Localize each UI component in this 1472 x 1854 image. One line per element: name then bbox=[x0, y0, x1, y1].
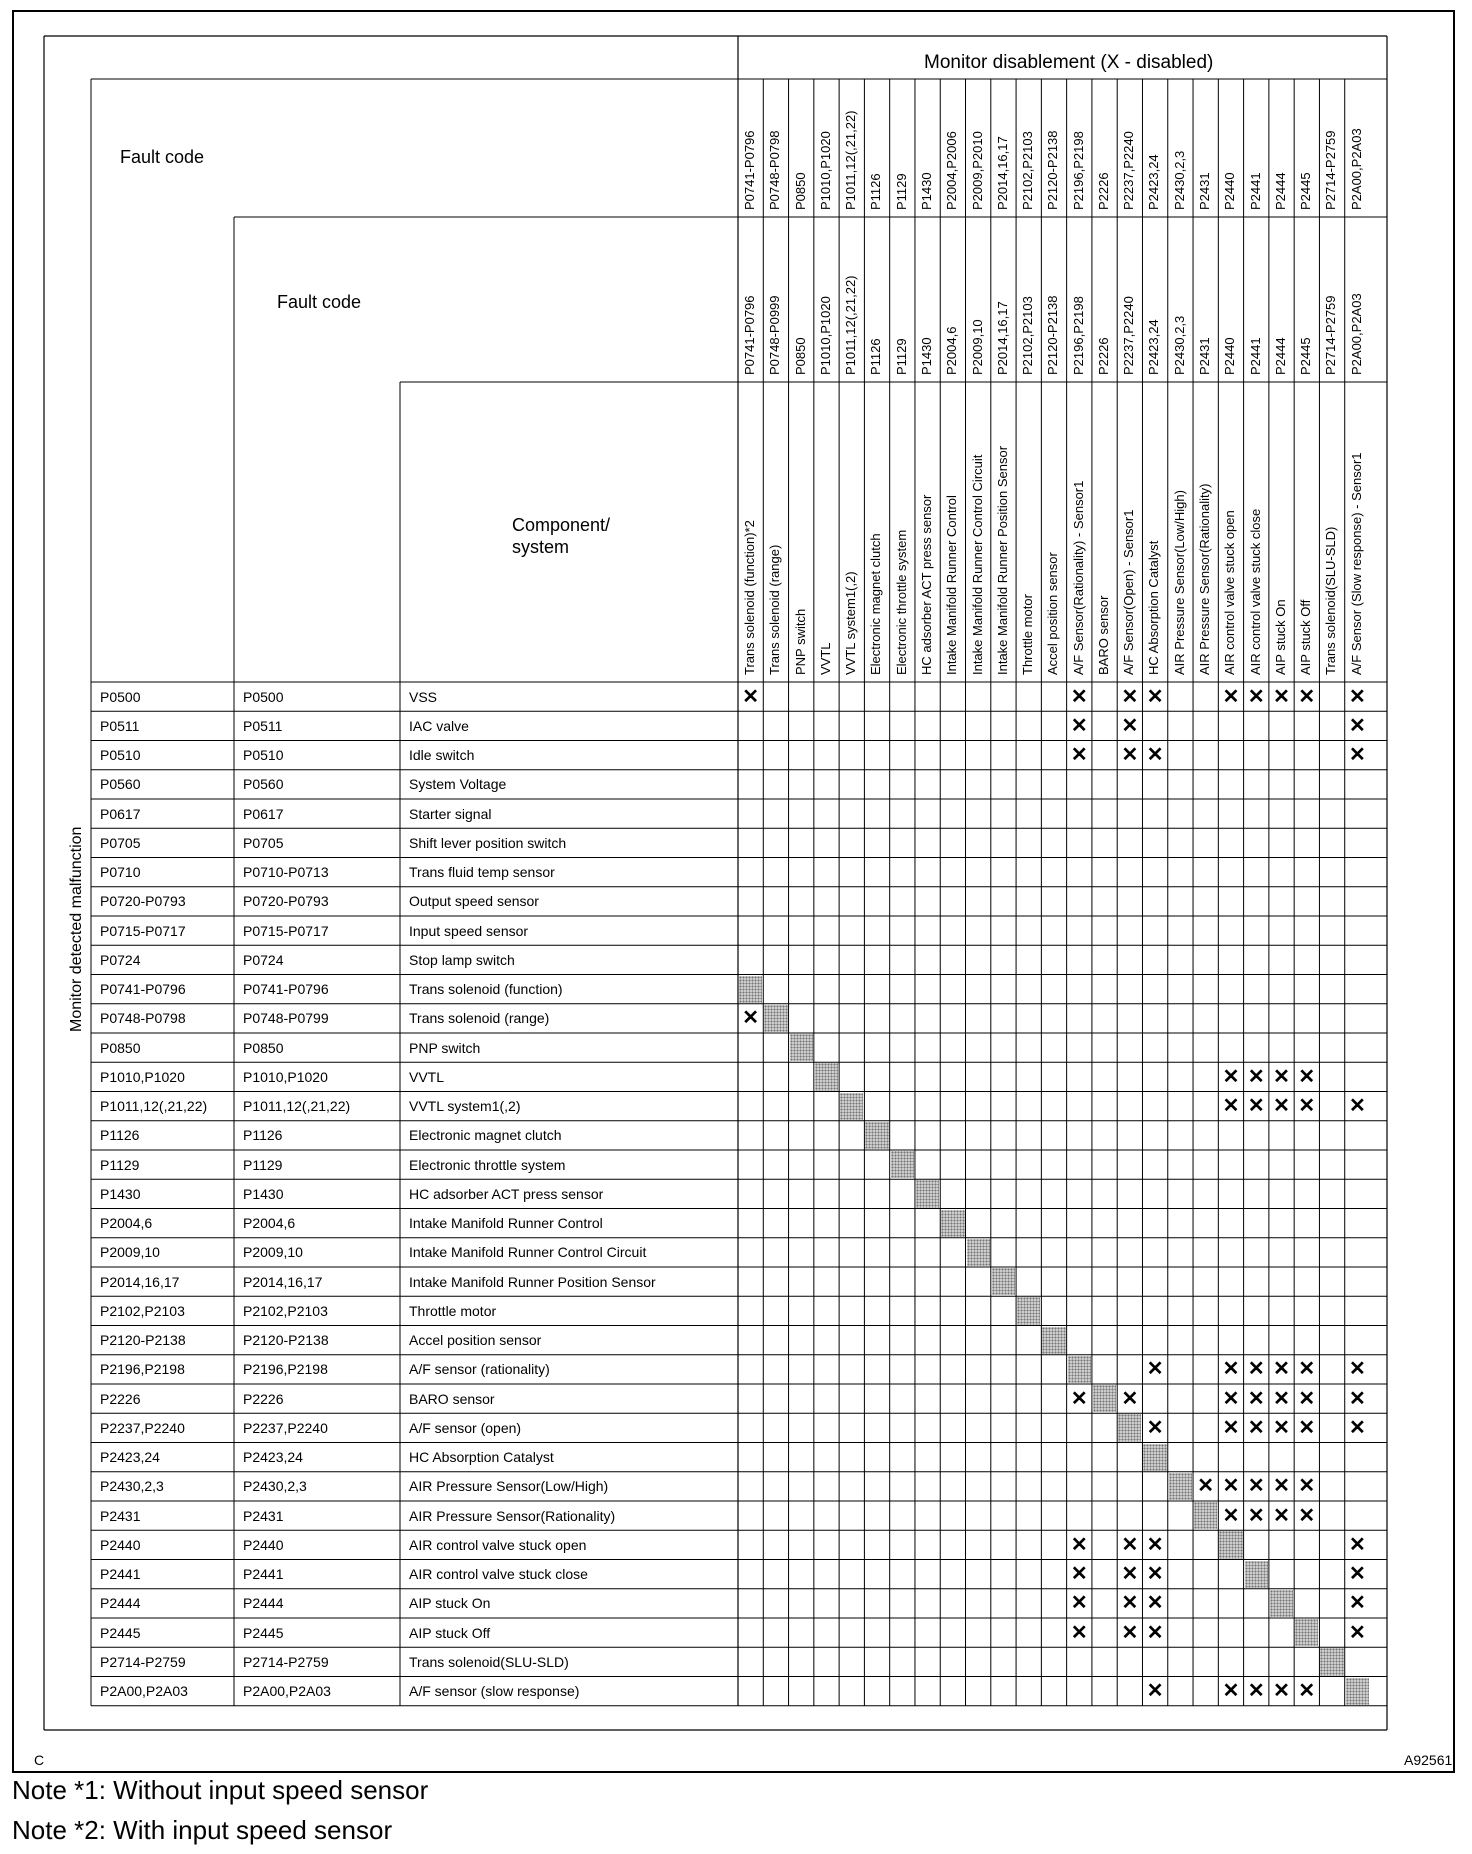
row-fault-code: P0510 bbox=[100, 747, 141, 764]
row-fault-code: P2102,P2103 bbox=[100, 1302, 185, 1319]
self-cell-shade bbox=[1194, 1502, 1217, 1529]
column-code-top: P1129 bbox=[893, 173, 909, 210]
column-component-name: Trans solenoid (function)*2 bbox=[742, 520, 757, 675]
disabled-x-mark: ✕ bbox=[1273, 1475, 1290, 1498]
row-fault-code-detail: P0724 bbox=[243, 951, 284, 968]
row-component-name: Trans fluid temp sensor bbox=[409, 864, 555, 881]
row-component-name: Idle switch bbox=[409, 747, 475, 764]
disabled-x-mark: ✕ bbox=[1247, 1358, 1265, 1381]
row-fault-code: P0511 bbox=[100, 717, 140, 734]
row-fault-code: P2445 bbox=[100, 1624, 141, 1641]
disabled-x-mark: ✕ bbox=[1247, 1416, 1265, 1439]
column-code-mid: P2A00,P2A03 bbox=[1348, 293, 1364, 375]
row-component-name: AIR control valve stuck close bbox=[409, 1566, 588, 1583]
column-component-name: Accel position sensor bbox=[1045, 552, 1061, 675]
disabled-x-mark: ✕ bbox=[1146, 1358, 1164, 1381]
disabled-x-mark: ✕ bbox=[1348, 1621, 1366, 1644]
row-fault-code-detail: P2431 bbox=[243, 1507, 284, 1524]
row-fault-code: P2226 bbox=[100, 1390, 141, 1407]
column-component-name: AIR Pressure Sensor(Low/High) bbox=[1171, 490, 1187, 675]
row-fault-code-detail: P0710-P0713 bbox=[243, 864, 329, 881]
row-fault-code-detail: P2009,10 bbox=[243, 1244, 303, 1261]
row-fault-code-detail: P2A00,P2A03 bbox=[243, 1683, 331, 1700]
row-component-name: Trans solenoid (range) bbox=[409, 1010, 550, 1027]
column-component-name: Electronic throttle system bbox=[893, 529, 909, 675]
disabled-x-mark: ✕ bbox=[1298, 1387, 1316, 1410]
row-fault-code: P0617 bbox=[100, 805, 141, 822]
self-cell-shade bbox=[840, 1093, 863, 1120]
column-code-top: P2004,P2006 bbox=[944, 131, 960, 210]
disabled-x-mark: ✕ bbox=[1146, 1416, 1164, 1439]
column-component-name: Throttle motor bbox=[1020, 594, 1036, 675]
column-code-top: P2009,P2010 bbox=[969, 131, 985, 210]
row-fault-code-detail: P2014,16,17 bbox=[243, 1273, 323, 1290]
self-cell-shade bbox=[1219, 1531, 1242, 1558]
row-fault-code-detail: P1430 bbox=[243, 1185, 284, 1202]
disabled-x-mark: ✕ bbox=[1298, 1680, 1316, 1703]
row-fault-code: P0710 bbox=[100, 864, 141, 881]
disabled-x-mark: ✕ bbox=[1146, 685, 1164, 708]
disabled-x-mark: ✕ bbox=[1070, 744, 1088, 767]
disabled-x-mark: ✕ bbox=[1222, 1358, 1240, 1381]
column-code-mid: P2120-P2138 bbox=[1045, 295, 1061, 375]
row-fault-code: P0741-P0796 bbox=[100, 981, 186, 998]
column-component-name: Trans solenoid (range) bbox=[767, 544, 783, 675]
column-component-name: AIR Pressure Sensor(Rationality) bbox=[1197, 483, 1213, 675]
column-component-name: A/F Sensor (Slow response) - Sensor1 bbox=[1348, 452, 1364, 675]
disabled-x-mark: ✕ bbox=[1070, 1533, 1088, 1556]
row-fault-code: P2440 bbox=[100, 1536, 141, 1553]
row-component-name: A/F sensor (slow response) bbox=[409, 1683, 580, 1700]
column-component-name: AIR control valve stuck close bbox=[1247, 508, 1263, 675]
note-2: Note *2: With input speed sensor bbox=[12, 1815, 393, 1845]
disabled-x-mark: ✕ bbox=[1298, 1358, 1316, 1381]
column-code-mid: P2004,6 bbox=[944, 326, 960, 375]
disabled-x-mark: ✕ bbox=[1247, 1475, 1265, 1498]
row-fault-code-detail: P1010,P1020 bbox=[243, 1068, 328, 1085]
row-fault-code-detail: P0705 bbox=[243, 834, 284, 851]
column-component-name: AIR control valve stuck open bbox=[1222, 510, 1238, 675]
row-fault-code: P1010,P1020 bbox=[100, 1068, 185, 1085]
row-component-name: A/F sensor (rationality) bbox=[409, 1361, 550, 1378]
row-fault-code: P2431 bbox=[100, 1507, 141, 1524]
disabled-x-mark: ✕ bbox=[1348, 1095, 1366, 1118]
row-fault-code-detail: P1129 bbox=[243, 1156, 283, 1173]
column-code-mid: P1126 bbox=[868, 338, 884, 375]
self-cell-shade bbox=[1346, 1678, 1369, 1705]
disabled-x-mark: ✕ bbox=[1298, 1065, 1316, 1088]
self-cell-shade bbox=[1295, 1619, 1318, 1646]
row-fault-code-detail: P0741-P0796 bbox=[243, 981, 329, 998]
column-component-name: A/F Sensor(Open) - Sensor1 bbox=[1121, 509, 1137, 675]
column-code-top: P2714-P2759 bbox=[1323, 130, 1339, 210]
disabled-x-mark: ✕ bbox=[1298, 1504, 1316, 1527]
self-cell-shade bbox=[764, 1005, 787, 1032]
column-code-mid: P1011,12(,21,22) bbox=[843, 275, 859, 375]
row-fault-code-detail: P1011,12(,21,22) bbox=[243, 1098, 351, 1115]
self-cell-shade bbox=[941, 1210, 964, 1237]
row-component-name: AIR control valve stuck open bbox=[409, 1536, 587, 1553]
row-fault-code-detail: P2441 bbox=[243, 1566, 284, 1583]
row-fault-code-detail: P0850 bbox=[243, 1039, 284, 1056]
disabled-x-mark: ✕ bbox=[1222, 1680, 1240, 1703]
row-fault-code-detail: P2430,2,3 bbox=[243, 1478, 307, 1495]
row-fault-code-detail: P0748-P0799 bbox=[243, 1010, 329, 1027]
row-fault-code: P0724 bbox=[100, 951, 141, 968]
disabled-x-mark: ✕ bbox=[1273, 1504, 1290, 1527]
row-component-name: AIR Pressure Sensor(Rationality) bbox=[409, 1507, 616, 1524]
column-component-name: AIP stuck On bbox=[1272, 599, 1288, 675]
row-component-name: Trans solenoid (function) bbox=[409, 981, 563, 998]
self-cell-shade bbox=[1245, 1561, 1268, 1588]
self-cell-shade bbox=[1143, 1444, 1166, 1471]
row-fault-code: P2009,10 bbox=[100, 1244, 160, 1261]
column-code-top: P2440 bbox=[1222, 172, 1238, 210]
row-component-name: Input speed sensor bbox=[409, 922, 529, 939]
column-code-mid: P2445 bbox=[1298, 337, 1314, 375]
disabled-x-mark: ✕ bbox=[1070, 1592, 1088, 1615]
disabled-x-mark: ✕ bbox=[1146, 1680, 1164, 1703]
disabled-x-mark: ✕ bbox=[742, 1007, 759, 1030]
row-component-name: BARO sensor bbox=[409, 1390, 495, 1407]
disabled-x-mark: ✕ bbox=[1247, 1680, 1265, 1703]
column-code-mid: P2237,P2240 bbox=[1121, 296, 1137, 375]
disabled-x-mark: ✕ bbox=[1273, 685, 1290, 708]
row-fault-code-detail: P2196,P2198 bbox=[243, 1361, 328, 1378]
row-component-name: Intake Manifold Runner Control Circuit bbox=[409, 1244, 647, 1261]
row-component-name: Output speed sensor bbox=[409, 893, 539, 910]
column-code-mid: P2226 bbox=[1095, 337, 1111, 375]
row-fault-code: P0500 bbox=[100, 688, 141, 705]
column-code-top: P1011,12(,21,22) bbox=[843, 110, 859, 210]
column-component-name: AIP stuck Off bbox=[1298, 599, 1314, 675]
disabled-x-mark: ✕ bbox=[1273, 1416, 1290, 1439]
column-code-top: P0748-P0798 bbox=[767, 130, 783, 210]
column-code-top: P2423,24 bbox=[1146, 154, 1162, 210]
row-component-name: Shift lever position switch bbox=[409, 834, 567, 851]
row-component-name: A/F sensor (open) bbox=[409, 1419, 522, 1436]
column-code-mid: P0850 bbox=[792, 337, 808, 375]
row-component-name: VVTL system1(,2) bbox=[409, 1098, 521, 1115]
disabled-x-mark: ✕ bbox=[1348, 1592, 1366, 1615]
column-code-top: P2237,P2240 bbox=[1121, 131, 1137, 210]
column-component-name: HC Absorption Catalyst bbox=[1146, 540, 1162, 675]
disabled-x-mark: ✕ bbox=[1121, 744, 1139, 767]
self-cell-shade bbox=[790, 1034, 813, 1061]
column-code-mid: P1129 bbox=[893, 338, 909, 375]
row-component-name: Starter signal bbox=[409, 805, 492, 822]
disabled-x-mark: ✕ bbox=[1348, 1533, 1366, 1556]
row-component-name: Throttle motor bbox=[409, 1302, 497, 1319]
disabled-x-mark: ✕ bbox=[1348, 1563, 1366, 1586]
self-cell-shade bbox=[865, 1122, 888, 1149]
disabled-x-mark: ✕ bbox=[1070, 685, 1088, 708]
self-cell-shade bbox=[916, 1180, 939, 1207]
row-fault-code: P2237,P2240 bbox=[100, 1419, 185, 1436]
row-fault-code: P2441 bbox=[100, 1566, 141, 1583]
row-fault-code-detail: P2226 bbox=[243, 1390, 284, 1407]
self-cell-shade bbox=[891, 1151, 914, 1178]
disabled-x-mark: ✕ bbox=[1146, 1592, 1164, 1615]
figure-frame bbox=[12, 10, 1455, 1773]
row-fault-code-detail: P2423,24 bbox=[243, 1449, 303, 1466]
disabled-x-mark: ✕ bbox=[1146, 1563, 1164, 1586]
monitor-disablement-title: Monitor disablement (X - disabled) bbox=[924, 52, 1214, 73]
disabled-x-mark: ✕ bbox=[1222, 685, 1240, 708]
disabled-x-mark: ✕ bbox=[1348, 685, 1366, 708]
row-fault-code: P1126 bbox=[100, 1127, 140, 1144]
row-fault-code-detail: P2120-P2138 bbox=[243, 1332, 329, 1349]
row-fault-code-detail: P0511 bbox=[243, 717, 283, 734]
disabled-x-mark: ✕ bbox=[1247, 1504, 1265, 1527]
disabled-x-mark: ✕ bbox=[1222, 1387, 1240, 1410]
row-fault-code-detail: P2004,6 bbox=[243, 1215, 296, 1232]
disabled-x-mark: ✕ bbox=[1070, 714, 1088, 737]
column-code-top: P2A00,P2A03 bbox=[1348, 128, 1364, 210]
disabled-x-mark: ✕ bbox=[1222, 1065, 1240, 1088]
disabled-x-mark: ✕ bbox=[1273, 1387, 1290, 1410]
disabled-x-mark: ✕ bbox=[1348, 714, 1366, 737]
column-code-top: P2120-P2138 bbox=[1045, 130, 1061, 210]
disabled-x-mark: ✕ bbox=[1070, 1621, 1088, 1644]
disabled-x-mark: ✕ bbox=[742, 685, 759, 708]
row-fault-code: P2196,P2198 bbox=[100, 1361, 185, 1378]
row-fault-code: P2430,2,3 bbox=[100, 1478, 164, 1495]
row-component-name: Intake Manifold Runner Position Sensor bbox=[409, 1273, 656, 1290]
column-code-top: P0741-P0796 bbox=[742, 130, 757, 210]
disabled-x-mark: ✕ bbox=[1247, 1387, 1265, 1410]
disabled-x-mark: ✕ bbox=[1121, 685, 1139, 708]
column-code-mid: P1430 bbox=[918, 337, 934, 375]
self-cell-shade bbox=[967, 1239, 990, 1266]
column-code-mid: P2009,10 bbox=[969, 319, 985, 375]
column-code-top: P2196,P2198 bbox=[1070, 131, 1086, 210]
row-component-name: HC adsorber ACT press sensor bbox=[409, 1185, 604, 1202]
row-fault-code: P0850 bbox=[100, 1039, 141, 1056]
row-fault-code-detail: P0510 bbox=[243, 747, 284, 764]
disabled-x-mark: ✕ bbox=[1273, 1095, 1290, 1118]
row-component-name: HC Absorption Catalyst bbox=[409, 1449, 554, 1466]
column-code-mid: P0741-P0796 bbox=[742, 295, 757, 375]
column-code-top: P2226 bbox=[1095, 172, 1111, 210]
disabled-x-mark: ✕ bbox=[1121, 1592, 1139, 1615]
component-label-line1: Component/ bbox=[512, 515, 611, 535]
row-fault-code-detail: P2237,P2240 bbox=[243, 1419, 328, 1436]
row-component-name: Electronic magnet clutch bbox=[409, 1127, 562, 1144]
row-fault-code: P2444 bbox=[100, 1595, 141, 1612]
column-component-name: PNP switch bbox=[792, 608, 808, 675]
row-fault-code-detail: P0617 bbox=[243, 805, 284, 822]
disabled-x-mark: ✕ bbox=[1070, 1387, 1088, 1410]
disabled-x-mark: ✕ bbox=[1222, 1504, 1240, 1527]
disabled-x-mark: ✕ bbox=[1146, 1533, 1164, 1556]
disabled-x-mark: ✕ bbox=[1348, 1416, 1366, 1439]
row-fault-code: P2A00,P2A03 bbox=[100, 1683, 188, 1700]
column-code-top: P1126 bbox=[868, 173, 884, 210]
column-code-mid: P1010,P1020 bbox=[817, 296, 833, 375]
column-code-mid: P2423,24 bbox=[1146, 319, 1162, 375]
row-fault-code: P1129 bbox=[100, 1156, 140, 1173]
row-fault-code: P1430 bbox=[100, 1185, 141, 1202]
disabled-x-mark: ✕ bbox=[1222, 1475, 1240, 1498]
disabled-x-mark: ✕ bbox=[1298, 1416, 1316, 1439]
row-component-name: IAC valve bbox=[409, 717, 469, 734]
self-cell-shade bbox=[1118, 1414, 1141, 1441]
row-component-name: System Voltage bbox=[409, 776, 507, 793]
disabled-x-mark: ✕ bbox=[1247, 685, 1265, 708]
footer-left-code: C bbox=[34, 1752, 45, 1768]
row-component-name: Accel position sensor bbox=[409, 1332, 542, 1349]
column-code-top: P1010,P1020 bbox=[817, 131, 833, 210]
disabled-x-mark: ✕ bbox=[1298, 685, 1316, 708]
row-fault-code: P2714-P2759 bbox=[100, 1653, 186, 1670]
column-code-top: P2431 bbox=[1197, 172, 1213, 210]
column-code-mid: P2714-P2759 bbox=[1323, 295, 1339, 375]
disabled-x-mark: ✕ bbox=[1298, 1475, 1316, 1498]
self-cell-shade bbox=[992, 1268, 1015, 1295]
disabled-x-mark: ✕ bbox=[1146, 1621, 1164, 1644]
row-fault-code: P1011,12(,21,22) bbox=[100, 1098, 208, 1115]
disabled-x-mark: ✕ bbox=[1121, 714, 1139, 737]
column-code-mid: P2441 bbox=[1247, 337, 1263, 375]
row-component-name: AIP stuck Off bbox=[409, 1624, 491, 1641]
row-fault-code-detail: P2440 bbox=[243, 1536, 284, 1553]
column-code-top: P2014,16,17 bbox=[994, 136, 1010, 210]
disabled-x-mark: ✕ bbox=[1121, 1621, 1139, 1644]
column-code-top: P2444 bbox=[1272, 172, 1288, 210]
row-fault-code-detail: P2714-P2759 bbox=[243, 1653, 329, 1670]
row-component-name: Electronic throttle system bbox=[409, 1156, 566, 1173]
column-component-name: Intake Manifold Runner Control bbox=[944, 495, 960, 675]
row-fault-code: P0748-P0798 bbox=[100, 1010, 186, 1027]
row-fault-code: P2120-P2138 bbox=[100, 1332, 186, 1349]
column-component-name: Electronic magnet clutch bbox=[868, 533, 884, 675]
row-component-name: Intake Manifold Runner Control bbox=[409, 1215, 603, 1232]
disabled-x-mark: ✕ bbox=[1298, 1095, 1316, 1118]
disabled-x-mark: ✕ bbox=[1273, 1358, 1290, 1381]
column-component-name: VVTL bbox=[817, 642, 833, 675]
column-code-mid: P2014,16,17 bbox=[994, 301, 1010, 375]
fault-code-label-mid: Fault code bbox=[277, 292, 362, 312]
disabled-x-mark: ✕ bbox=[1273, 1065, 1290, 1088]
disabled-x-mark: ✕ bbox=[1247, 1095, 1265, 1118]
disabled-x-mark: ✕ bbox=[1348, 1387, 1366, 1410]
column-code-mid: P2196,P2198 bbox=[1070, 296, 1086, 375]
note-1: Note *1: Without input speed sensor bbox=[12, 1775, 429, 1805]
column-code-top: P0850 bbox=[792, 172, 808, 210]
disabled-x-mark: ✕ bbox=[1121, 1387, 1139, 1410]
fault-code-label-top: Fault code bbox=[120, 147, 205, 167]
column-code-mid: P2440 bbox=[1222, 337, 1238, 375]
row-fault-code: P0560 bbox=[100, 776, 141, 793]
row-component-name: VSS bbox=[409, 688, 438, 705]
row-fault-code-detail: P0715-P0717 bbox=[243, 922, 329, 939]
row-component-name: PNP switch bbox=[409, 1039, 481, 1056]
disabled-x-mark: ✕ bbox=[1222, 1416, 1240, 1439]
row-fault-code: P2014,16,17 bbox=[100, 1273, 180, 1290]
component-label-line2: system bbox=[512, 537, 570, 557]
disabled-x-mark: ✕ bbox=[1348, 744, 1366, 767]
column-component-name: Trans solenoid(SLU-SLD) bbox=[1323, 526, 1339, 675]
row-fault-code-detail: P0560 bbox=[243, 776, 284, 793]
self-cell-shade bbox=[739, 976, 762, 1003]
disabled-x-mark: ✕ bbox=[1348, 1358, 1366, 1381]
row-fault-code-detail: P2102,P2103 bbox=[243, 1302, 328, 1319]
disabled-x-mark: ✕ bbox=[1121, 1533, 1139, 1556]
disabled-x-mark: ✕ bbox=[1197, 1475, 1215, 1498]
row-fault-code-detail: P1126 bbox=[243, 1127, 283, 1144]
row-fault-code: P0705 bbox=[100, 834, 141, 851]
row-fault-code: P2423,24 bbox=[100, 1449, 160, 1466]
column-component-name: BARO sensor bbox=[1095, 595, 1111, 675]
disabled-x-mark: ✕ bbox=[1070, 1563, 1088, 1586]
column-component-name: A/F Sensor(Rationality) - Sensor1 bbox=[1070, 480, 1086, 675]
row-fault-code-detail: P0720-P0793 bbox=[243, 893, 329, 910]
column-code-top: P2445 bbox=[1298, 172, 1314, 210]
column-component-name: HC adsorber ACT press sensor bbox=[918, 494, 934, 675]
self-cell-shade bbox=[1169, 1473, 1192, 1500]
self-cell-shade bbox=[815, 1063, 838, 1090]
column-code-top: P2441 bbox=[1247, 172, 1263, 210]
row-component-name: Trans solenoid(SLU-SLD) bbox=[409, 1653, 569, 1670]
row-component-name: AIR Pressure Sensor(Low/High) bbox=[409, 1478, 609, 1495]
row-fault-code-detail: P0500 bbox=[243, 688, 284, 705]
row-fault-code: P0720-P0793 bbox=[100, 893, 186, 910]
row-fault-code-detail: P2444 bbox=[243, 1595, 284, 1612]
column-code-top: P1430 bbox=[918, 172, 934, 210]
column-code-top: P2102,P2103 bbox=[1020, 131, 1036, 210]
self-cell-shade bbox=[1320, 1648, 1343, 1675]
self-cell-shade bbox=[1270, 1590, 1293, 1617]
disabled-x-mark: ✕ bbox=[1273, 1680, 1290, 1703]
column-code-mid: P0748-P0999 bbox=[767, 295, 783, 375]
row-fault-code: P0715-P0717 bbox=[100, 922, 186, 939]
column-component-name: VVTL system1(,2) bbox=[843, 571, 859, 675]
column-code-mid: P2430,2,3 bbox=[1171, 315, 1187, 375]
row-fault-code: P2004,6 bbox=[100, 1215, 153, 1232]
column-code-top: P2430,2,3 bbox=[1171, 150, 1187, 210]
row-fault-code-detail: P2445 bbox=[243, 1624, 284, 1641]
self-cell-shade bbox=[1068, 1356, 1091, 1383]
disabled-x-mark: ✕ bbox=[1247, 1065, 1265, 1088]
self-cell-shade bbox=[1042, 1327, 1065, 1354]
disabled-x-mark: ✕ bbox=[1222, 1095, 1240, 1118]
footer-right-code: A92561 bbox=[1404, 1752, 1453, 1768]
column-component-name: Intake Manifold Runner Position Sensor bbox=[994, 445, 1010, 675]
column-code-mid: P2431 bbox=[1197, 337, 1213, 375]
column-component-name: Intake Manifold Runner Control Circuit bbox=[969, 454, 985, 675]
row-component-name: Stop lamp switch bbox=[409, 951, 515, 968]
self-cell-shade bbox=[1093, 1385, 1116, 1412]
row-component-name: AIP stuck On bbox=[409, 1595, 491, 1612]
row-component-name: VVTL bbox=[409, 1068, 445, 1085]
self-cell-shade bbox=[1017, 1297, 1040, 1324]
column-code-mid: P2444 bbox=[1272, 337, 1288, 375]
monitor-detected-malfunction-label: Monitor detected malfunction bbox=[68, 826, 85, 1032]
disabled-x-mark: ✕ bbox=[1121, 1563, 1139, 1586]
column-code-mid: P2102,P2103 bbox=[1020, 296, 1036, 375]
disabled-x-mark: ✕ bbox=[1146, 744, 1164, 767]
